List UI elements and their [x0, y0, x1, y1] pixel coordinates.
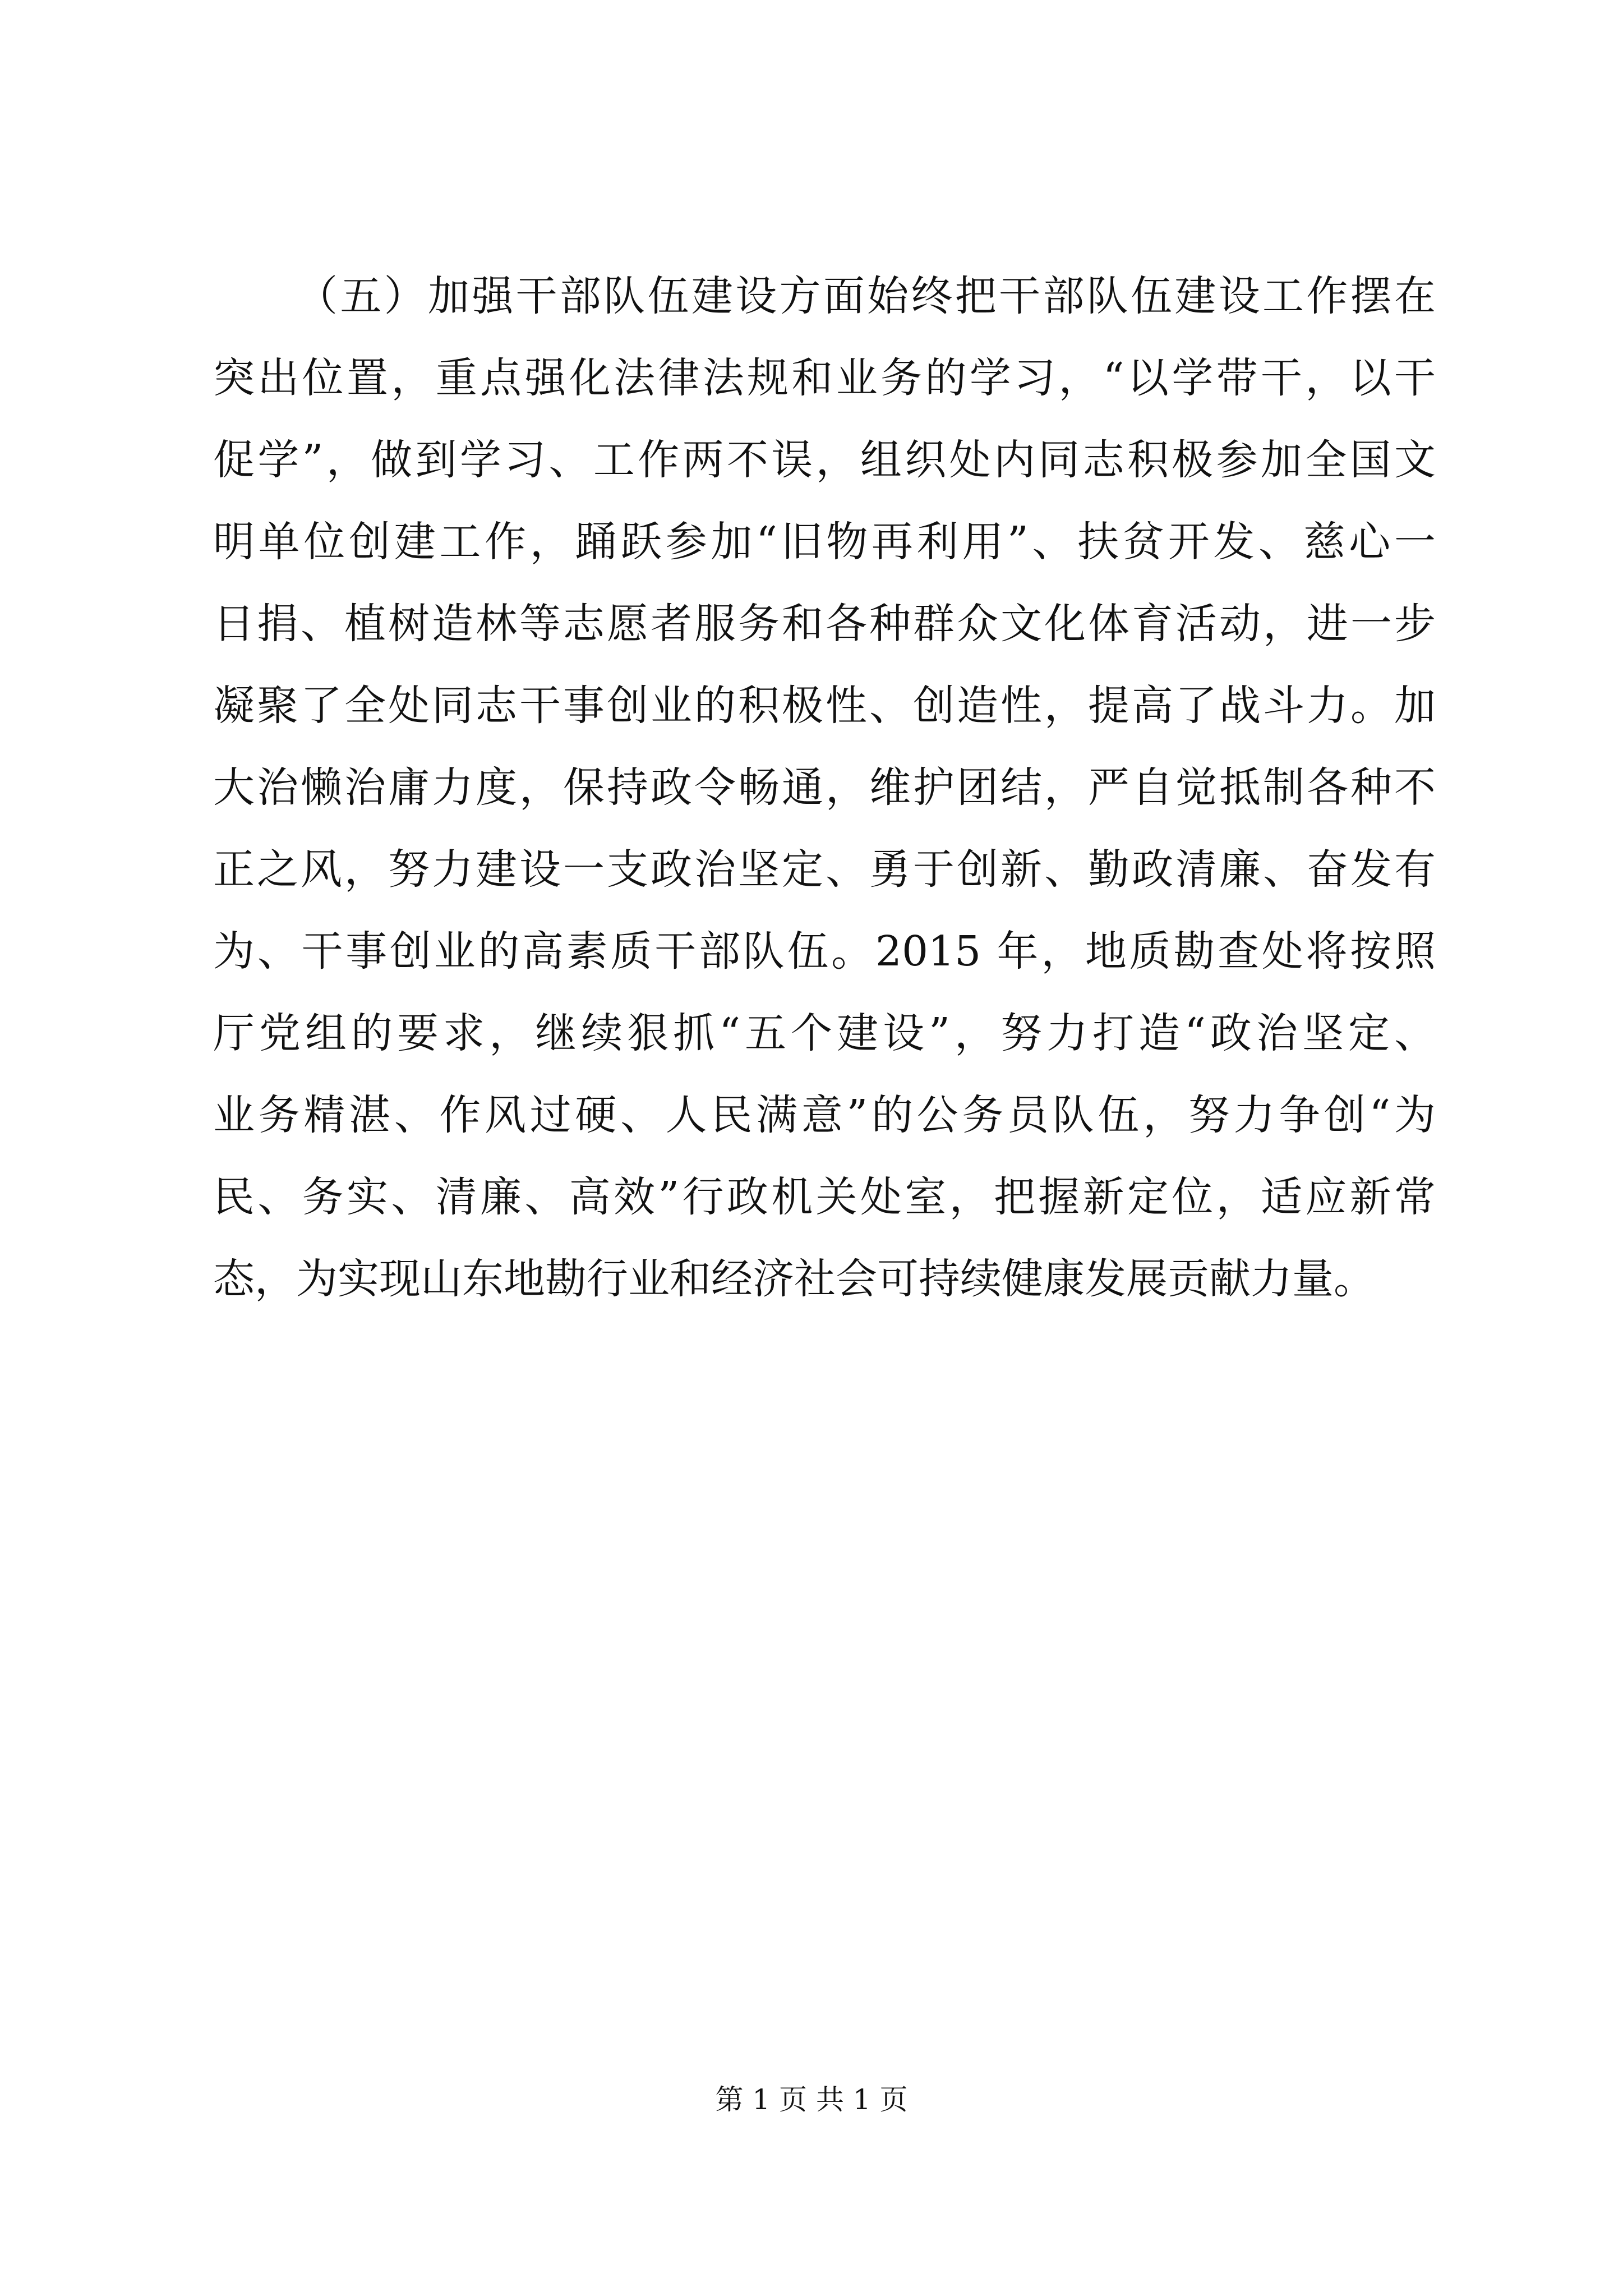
- paragraph-line: 促学”，做到学习、工作两不误，组织处内同志积极参加全国文: [213, 436, 1436, 484]
- paragraph-line: （五）加强干部队伍建设方面始终把干部队伍建设工作摆在: [296, 272, 1436, 320]
- paragraph-line: 厅党组的要求，继续狠抓“五个建设”，努力打造“政治坚定、: [213, 1009, 1436, 1057]
- paragraph-line: 日捐、植树造林等志愿者服务和各种群众文化体育活动，进一步: [213, 600, 1436, 648]
- paragraph-line: 明单位创建工作，踊跃参加“旧物再利用”、扶贫开发、慈心一: [213, 518, 1436, 566]
- body-paragraph: [213, 255, 1436, 1320]
- paragraph-line: 态，为实现山东地勘行业和经济社会可持续健康发展贡献力量。: [213, 1255, 1375, 1303]
- paragraph-line: 凝聚了全处同志干事创业的积极性、创造性，提高了战斗力。加: [213, 682, 1436, 730]
- paragraph-line: 正之风，努力建设一支政治坚定、勇于创新、勤政清廉、奋发有: [213, 845, 1436, 894]
- paragraph-line: 民、务实、清廉、高效”行政机关处室，把握新定位，适应新常: [213, 1173, 1436, 1221]
- paragraph-line: 业务精湛、作风过硬、人民满意”的公务员队伍，努力争创“为: [213, 1091, 1436, 1139]
- paragraph-line: 为、干事创业的高素质干部队伍。2015 年，地质勘查处将按照: [213, 927, 1436, 976]
- paragraph-line: 突出位置，重点强化法律法规和业务的学习，“以学带干，以干: [213, 354, 1436, 402]
- page-number-footer: 第 1 页 共 1 页: [715, 2083, 908, 2116]
- paragraph-line: 大治懒治庸力度，保持政令畅通，维护团结，严自觉抵制各种不: [213, 763, 1436, 812]
